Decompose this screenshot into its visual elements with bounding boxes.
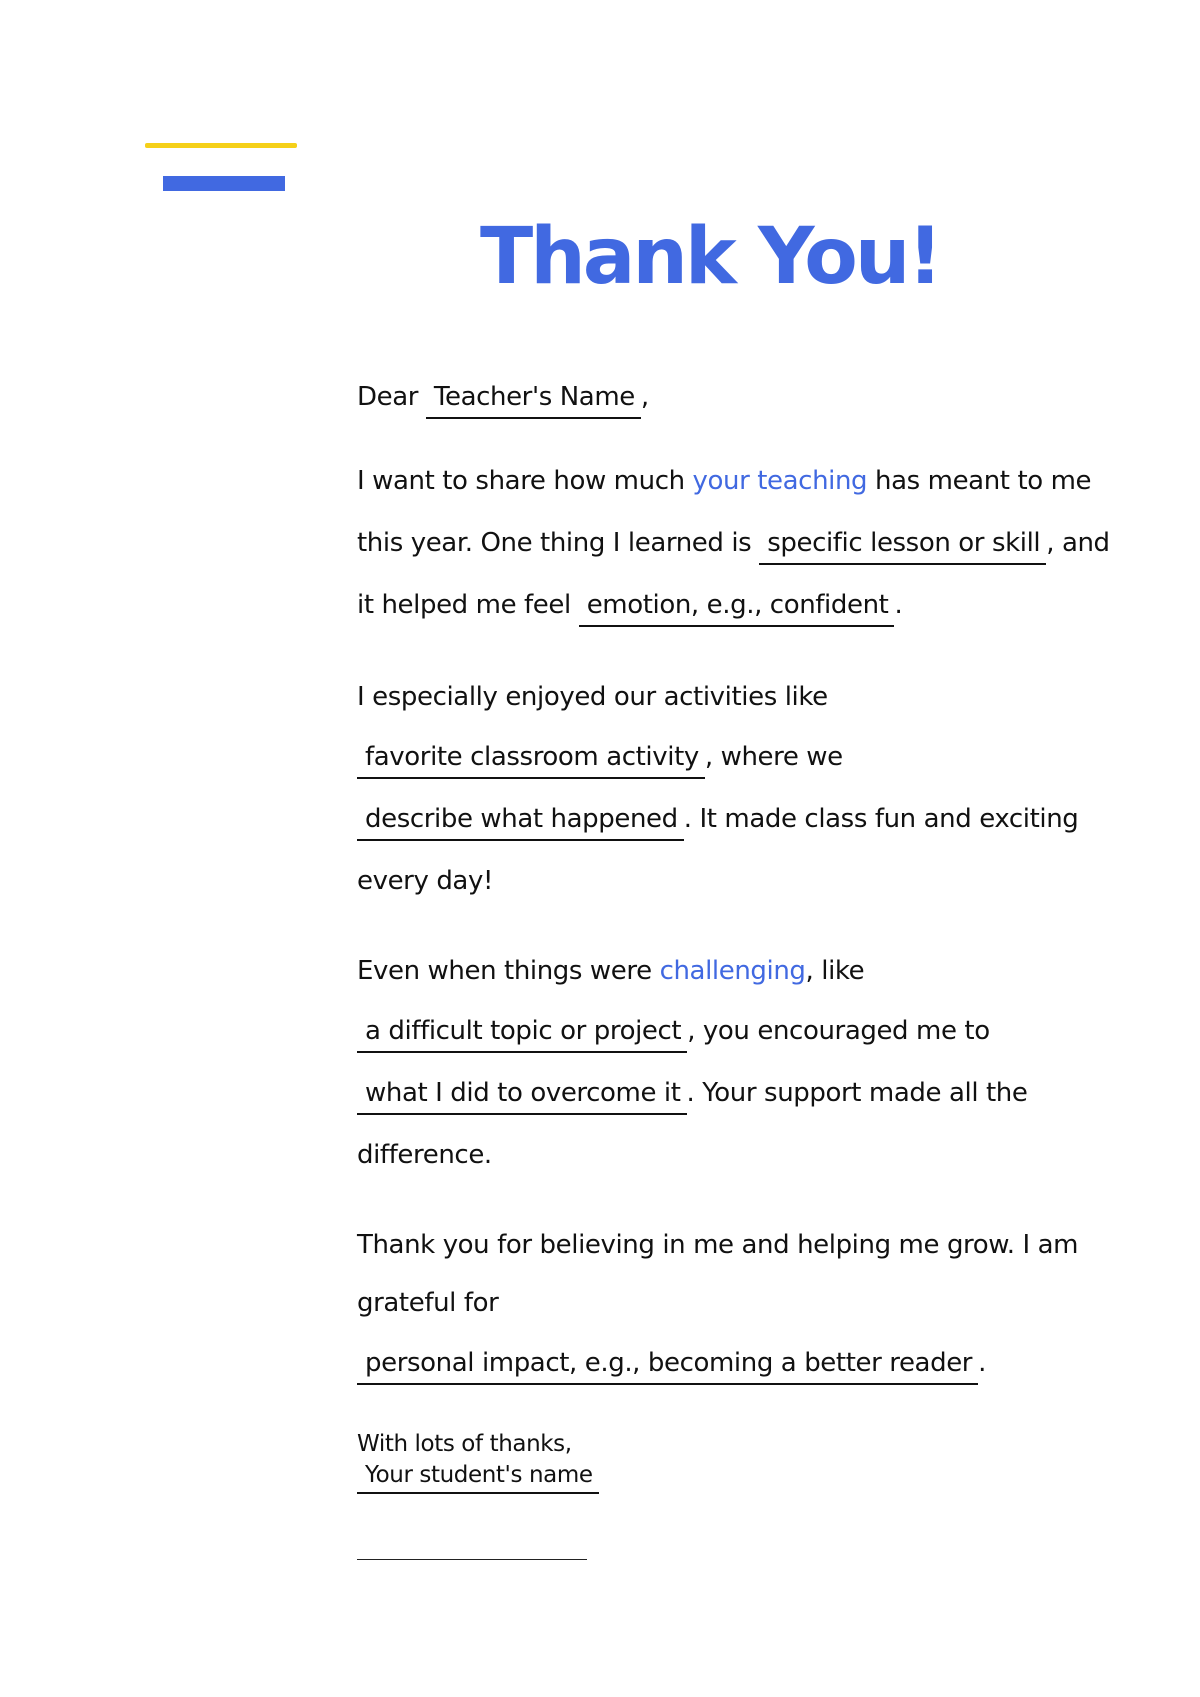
para2-made-fun-text: . It made class fun and exciting — [683, 804, 1079, 834]
your-teaching-highlight: your teaching — [692, 466, 868, 496]
favorite-activity-field[interactable]: favorite classroom activity — [357, 737, 705, 779]
page-title: Thank You! — [480, 212, 940, 302]
para3-support-text: . Your support made all the — [686, 1078, 1028, 1108]
para1-line2 — [357, 512, 1110, 574]
specific-lesson-field[interactable]: specific lesson or skill — [759, 523, 1046, 565]
para4-line1-text: Thank you for believing in me and helping me grow. I am — [357, 1230, 1079, 1260]
para3-line3 — [357, 1062, 1027, 1124]
para1-period: . — [894, 590, 903, 620]
para2-where-we-text: , where we — [704, 742, 843, 772]
emotion-field[interactable]: emotion, e.g., confident — [579, 585, 895, 627]
closing-with-thanks: With lots of thanks, — [357, 1431, 572, 1457]
para3-like-text: , like — [805, 956, 865, 986]
personal-impact-field[interactable]: personal impact, e.g., becoming a better reader — [357, 1343, 978, 1385]
para3-line1-text: Even when things were — [357, 956, 660, 986]
para4-line2-text: grateful for — [357, 1288, 499, 1318]
overcome-field[interactable]: what I did to overcome it — [357, 1073, 687, 1115]
para2-line3 — [357, 788, 1078, 850]
para3-line1 — [357, 940, 864, 1002]
describe-field[interactable]: describe what happened — [357, 799, 684, 841]
challenging-highlight: challenging — [659, 956, 806, 986]
para1-line3 — [357, 574, 902, 636]
para2-line4 — [357, 850, 493, 912]
para1-after-teaching-text: has meant to me — [867, 466, 1092, 496]
para4-line1 — [357, 1214, 1078, 1276]
para1-and-text: , and — [1046, 528, 1110, 558]
para3-line2 — [357, 1000, 990, 1062]
para3-encouraged-text: , you encouraged me to — [687, 1016, 990, 1046]
signature-line[interactable] — [357, 1559, 587, 1560]
greeting-comma: , — [640, 382, 649, 412]
para1-intro-text: I want to share how much — [357, 466, 693, 496]
para1-line2-text: this year. One thing I learned is — [357, 528, 752, 558]
closing-name-line — [357, 1444, 599, 1506]
teacher-name-field[interactable]: Teacher's Name — [426, 377, 641, 419]
para4-line3 — [357, 1332, 986, 1394]
decor-yellow-bar — [145, 143, 297, 148]
para1-line1 — [357, 450, 1091, 512]
para2-line1-text: I especially enjoyed our activities like — [357, 682, 828, 712]
difficult-topic-field[interactable]: a difficult topic or project — [357, 1011, 687, 1053]
decor-blue-bar — [163, 176, 285, 191]
greeting-line — [357, 366, 649, 428]
para3-difference-text: difference. — [357, 1140, 492, 1170]
para4-line2 — [357, 1272, 498, 1334]
para3-line4 — [357, 1124, 492, 1186]
para1-line3-text: it helped me feel — [357, 590, 571, 620]
student-name-field[interactable]: Your student's name — [357, 1458, 599, 1494]
para2-every-day-text: every day! — [357, 866, 493, 896]
para4-period: . — [978, 1348, 986, 1378]
para2-line2 — [357, 726, 843, 788]
greeting-dear: Dear — [357, 382, 419, 412]
para2-line1 — [357, 666, 828, 728]
